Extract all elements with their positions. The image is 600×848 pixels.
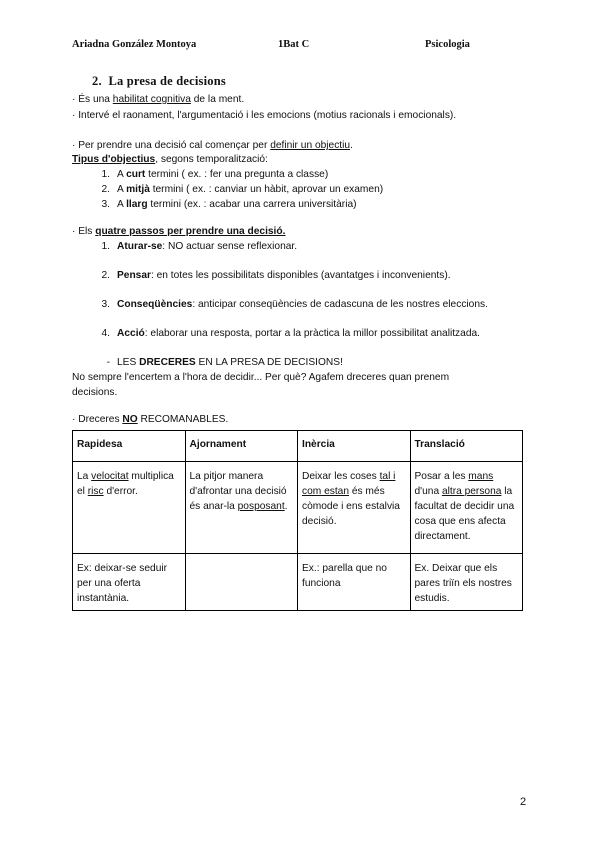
step-item: [90, 328, 480, 339]
table-cell: [73, 462, 186, 554]
objective-pre: A: [117, 184, 127, 195]
objective-post: termini (ex. : acabar una carrera universitària): [147, 199, 357, 210]
objectives-suffix: , segons temporalització:: [155, 154, 268, 165]
objective-post: termini ( ex. : fer una pregunta a classe): [145, 169, 329, 180]
shortcuts-bold: DRECERES: [139, 357, 196, 368]
objectives-heading: [72, 154, 268, 165]
step-item: [90, 299, 488, 310]
table-header-cell: Ajornament: [185, 431, 298, 462]
header-class: 1Bat C: [278, 39, 310, 50]
cell-underline: tal i com estan: [302, 471, 396, 497]
step-num: 1.: [101, 241, 110, 252]
step-num: 3.: [101, 299, 110, 310]
cell-underline: velocitat: [91, 471, 129, 482]
cell-text: La pitjor manera d'afrontar una decisió és anar-la: [189, 471, 287, 512]
objective-bold: llarg: [126, 199, 148, 210]
table-row: [73, 462, 523, 554]
cell-text: Posar a les: [414, 471, 469, 482]
objective-item: [90, 184, 383, 195]
table-header-cell: Inèrcia: [298, 431, 411, 462]
objective-pre: A: [117, 199, 127, 210]
shortcuts-table: [72, 430, 523, 611]
section-title-text: La presa de decisions: [108, 74, 226, 88]
objective-item: [90, 199, 357, 210]
step-bold: Acció: [117, 328, 145, 339]
objective-num: 3.: [101, 199, 110, 210]
step-num: 2.: [101, 270, 110, 281]
step-text: : elaborar una resposta, portar a la pràctica la millor possibilitat analitzada.: [144, 328, 480, 339]
header-subject: Psicologia: [425, 39, 470, 50]
cell-text: la facultat de decidir una cosa que ens afecta directament.: [414, 486, 515, 542]
step-bold: Conseqüències: [117, 299, 193, 310]
cell-underline: mans: [468, 471, 494, 482]
steps-intro-pre: · Els: [72, 226, 96, 237]
objective-num: 2.: [101, 184, 110, 195]
table-cell: [185, 554, 298, 611]
table-cell: Ex: deixar-se seduir per una oferta instantània.: [73, 554, 186, 611]
step-text: : anticipar conseqüències de cadascuna de les nostres eleccions.: [192, 299, 488, 310]
steps-intro: [72, 226, 285, 237]
cell-underline: altra persona: [441, 486, 502, 497]
objective-item: [90, 169, 328, 180]
cell-text: multiplica el: [77, 471, 174, 497]
shortcuts-pre: LES: [117, 357, 140, 368]
objectives-title: Tipus d'objectius: [72, 154, 156, 165]
header-author: Ariadna González Montoya: [72, 39, 197, 50]
shortcuts-paragraph-2: decisions.: [72, 387, 118, 398]
step-item: [90, 270, 451, 281]
table-cell: Ex.: parella que no funciona: [298, 554, 411, 611]
table-row: [73, 554, 523, 611]
intro-line-1: [72, 94, 244, 105]
cell-text: .: [284, 501, 288, 512]
cell-text: d'una: [414, 486, 442, 497]
objective-bold: mitjà: [126, 184, 150, 195]
shortcuts-dash: -: [106, 357, 110, 368]
table-cell: [410, 462, 523, 554]
intro-l3-underline: definir un objectiu: [270, 140, 351, 151]
cell-text: és més còmode i ens estalvia decisió.: [302, 486, 400, 527]
cell-text: d'error.: [103, 486, 138, 497]
steps-intro-bold: quatre passos per prendre una decisió.: [95, 226, 286, 237]
table-header-row: [73, 431, 523, 462]
section-title: [92, 74, 226, 89]
objective-bold: curt: [126, 169, 146, 180]
intro-l1-underline: habilitat cognitiva: [112, 94, 191, 105]
shortcuts-label: [72, 414, 228, 425]
step-bold: Pensar: [117, 270, 151, 281]
step-num: 4.: [101, 328, 110, 339]
objective-post: termini ( ex. : canviar un hàbit, aprovar un examen): [149, 184, 384, 195]
table-cell: [185, 462, 298, 554]
objective-pre: A: [117, 169, 127, 180]
step-item: [90, 241, 297, 252]
intro-l1-pre: · És una: [72, 94, 113, 105]
intro-l3-post: .: [350, 140, 353, 151]
table-header-cell: Rapidesa: [73, 431, 186, 462]
shortcuts-paragraph-1: No sempre l'encertem a l'hora de decidir... Per què? Agafem dreceres quan prenem: [72, 372, 450, 383]
cell-text: La: [77, 471, 92, 482]
intro-line-3: [72, 140, 353, 151]
shortcuts-heading: [90, 357, 343, 368]
shortcuts-label-pre: · Dreceres: [72, 414, 123, 425]
intro-l1-post: de la ment.: [190, 94, 245, 105]
step-bold: Aturar-se: [117, 241, 163, 252]
shortcuts-post: EN LA PRESA DE DECISIONS!: [195, 357, 343, 368]
intro-line-2: · Intervé el raonament, l'argumentació i les emocions (motius racionals i emocionals).: [72, 110, 457, 121]
table-header-cell: Translació: [410, 431, 523, 462]
section-number: 2.: [92, 74, 102, 88]
table-cell: [298, 462, 411, 554]
cell-text: Deixar les coses: [302, 471, 380, 482]
page-number: 2: [520, 796, 527, 808]
shortcuts-label-bold: NO: [122, 414, 138, 425]
objective-num: 1.: [101, 169, 110, 180]
step-text: : en totes les possibilitats disponibles (avantatges i inconvenients).: [150, 270, 451, 281]
intro-l3-pre: · Per prendre una decisió cal començar per: [72, 140, 271, 151]
shortcuts-label-post: RECOMANABLES.: [137, 414, 229, 425]
step-text: : NO actuar sense reflexionar.: [162, 241, 298, 252]
cell-underline: posposant: [237, 501, 285, 512]
cell-underline: risc: [87, 486, 104, 497]
table-cell: Ex. Deixar que els pares triïn els nostres estudis.: [410, 554, 523, 611]
